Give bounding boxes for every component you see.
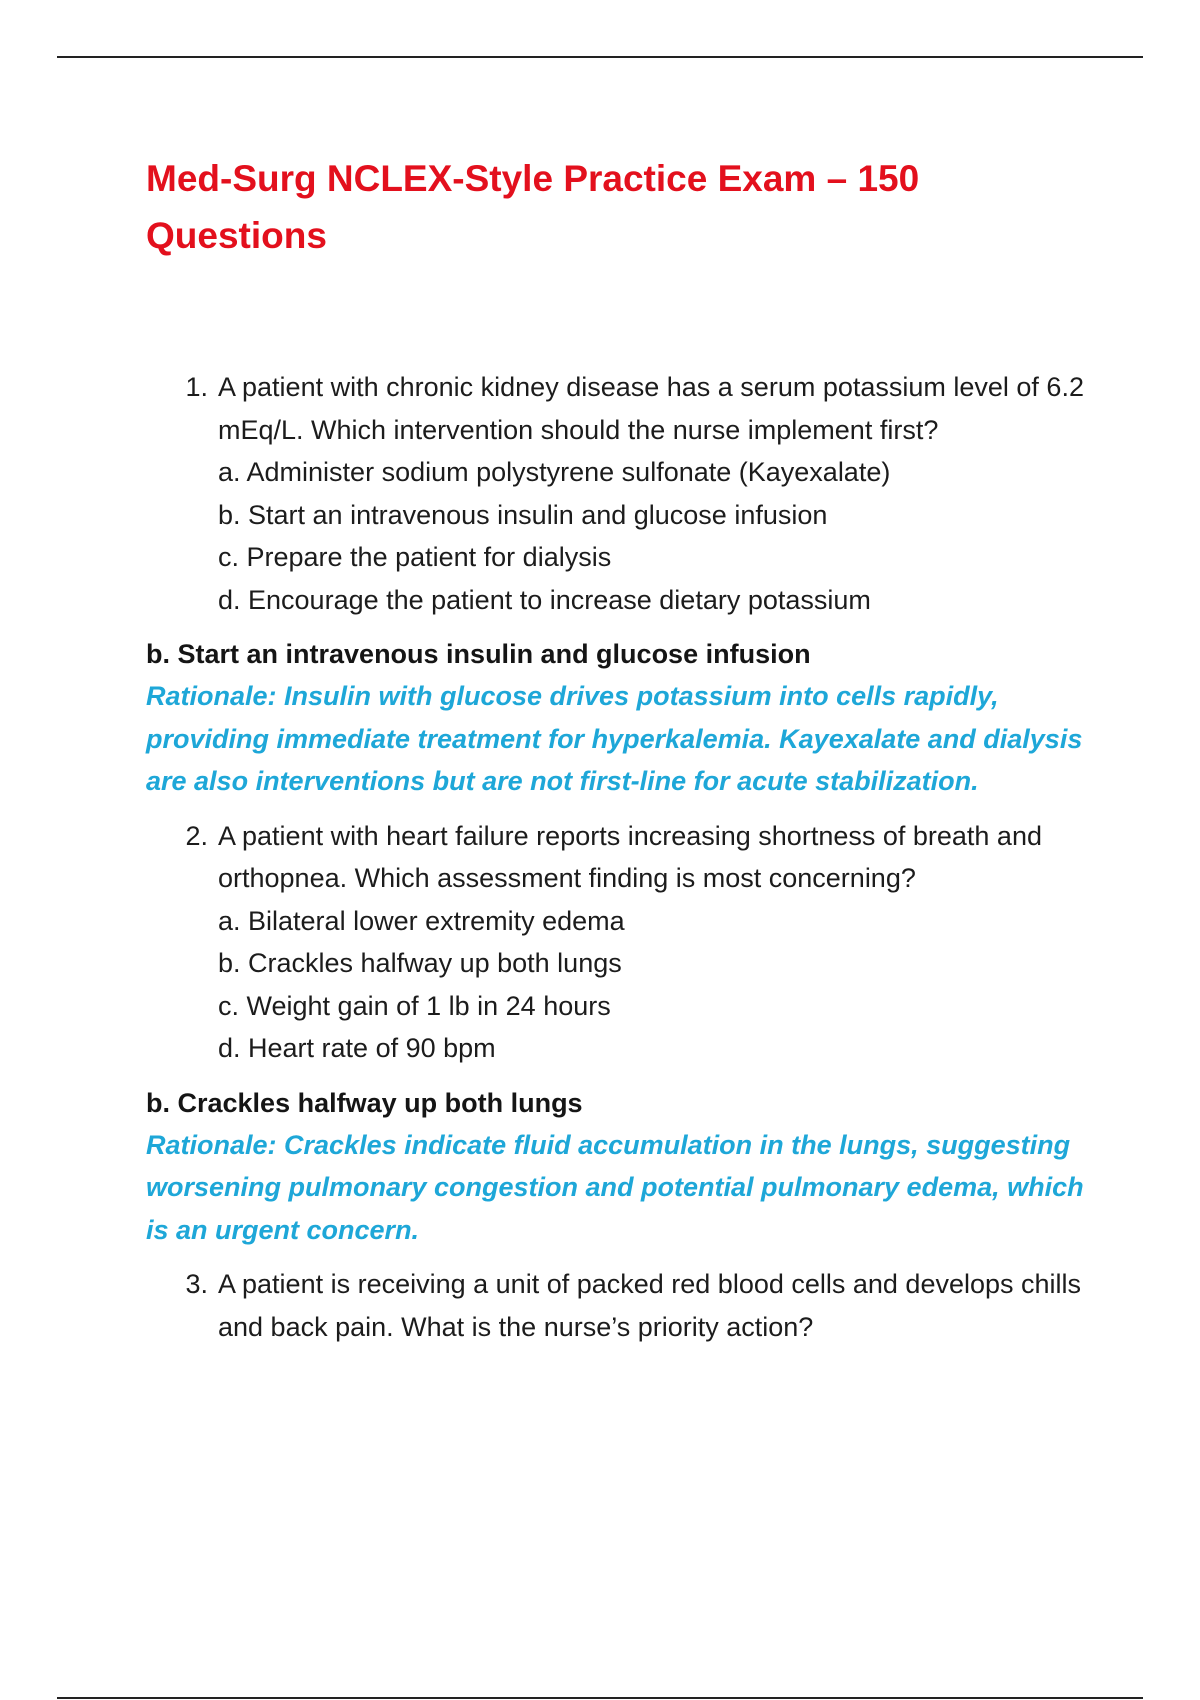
- header-rule: [57, 56, 1143, 58]
- question: [146, 366, 1106, 621]
- question-text: A patient with heart failure reports increasing shortness of breath and orthopnea. Which assessment finding is most concerning?: [218, 820, 1042, 893]
- answer-option: d. Heart rate of 90 bpm: [218, 1033, 496, 1063]
- question-number: 1.: [185, 372, 208, 402]
- answer-option: a. Bilateral lower extremity edema: [218, 905, 625, 936]
- question-block: [146, 1263, 1106, 1348]
- correct-answer: b. Crackles halfway up both lungs: [146, 1087, 583, 1118]
- rationale: Rationale: Crackles indicate fluid accumulation in the lungs, suggesting worsening pulmonary congestion and potential pulmonary edema, which is an urgent concern.: [146, 1129, 1084, 1245]
- answer-option: a. Administer sodium polystyrene sulfonate (Kayexalate): [218, 457, 891, 487]
- question-block: [146, 366, 1106, 803]
- rationale: Rationale: Insulin with glucose drives potassium into cells rapidly, providing immediate treatment for hyperkalemia. Kayexalate and dialysis are also interventions but are not first-line for acute stabilization.: [146, 681, 1083, 796]
- answer-option: c. Prepare the patient for dialysis: [218, 542, 612, 572]
- answer-options: [218, 900, 1106, 1070]
- document-body: [146, 150, 1106, 1348]
- correct-answer: b. Start an intravenous insulin and glucose infusion: [146, 639, 811, 669]
- question: [146, 1263, 1106, 1348]
- question-number: 2.: [185, 820, 208, 851]
- question-number: 3.: [185, 1269, 208, 1299]
- question-body: [218, 1263, 1106, 1348]
- answer-option: c. Weight gain of 1 lb in 24 hours: [218, 990, 611, 1021]
- answer-options: [218, 451, 1106, 621]
- answer-option: d. Encourage the patient to increase dietary potassium: [218, 584, 871, 615]
- question-text: A patient with chronic kidney disease has a serum potassium level of 6.2 mEq/L. Which intervention should the nurse implement first?: [218, 372, 1084, 445]
- question-block: [146, 815, 1106, 1252]
- footer-rule: [57, 1697, 1143, 1699]
- question-body: [218, 815, 1106, 1070]
- document-title: Med-Surg NCLEX-Style Practice Exam – 150 Questions: [146, 158, 920, 256]
- question-body: [218, 366, 1106, 621]
- question-text: A patient is receiving a unit of packed red blood cells and develops chills and back pain. What is the nurse’s priority action?: [218, 1269, 1082, 1342]
- question: [146, 815, 1106, 1070]
- answer-option: b. Start an intravenous insulin and glucose infusion: [218, 499, 828, 530]
- answer-option: b. Crackles halfway up both lungs: [218, 948, 622, 978]
